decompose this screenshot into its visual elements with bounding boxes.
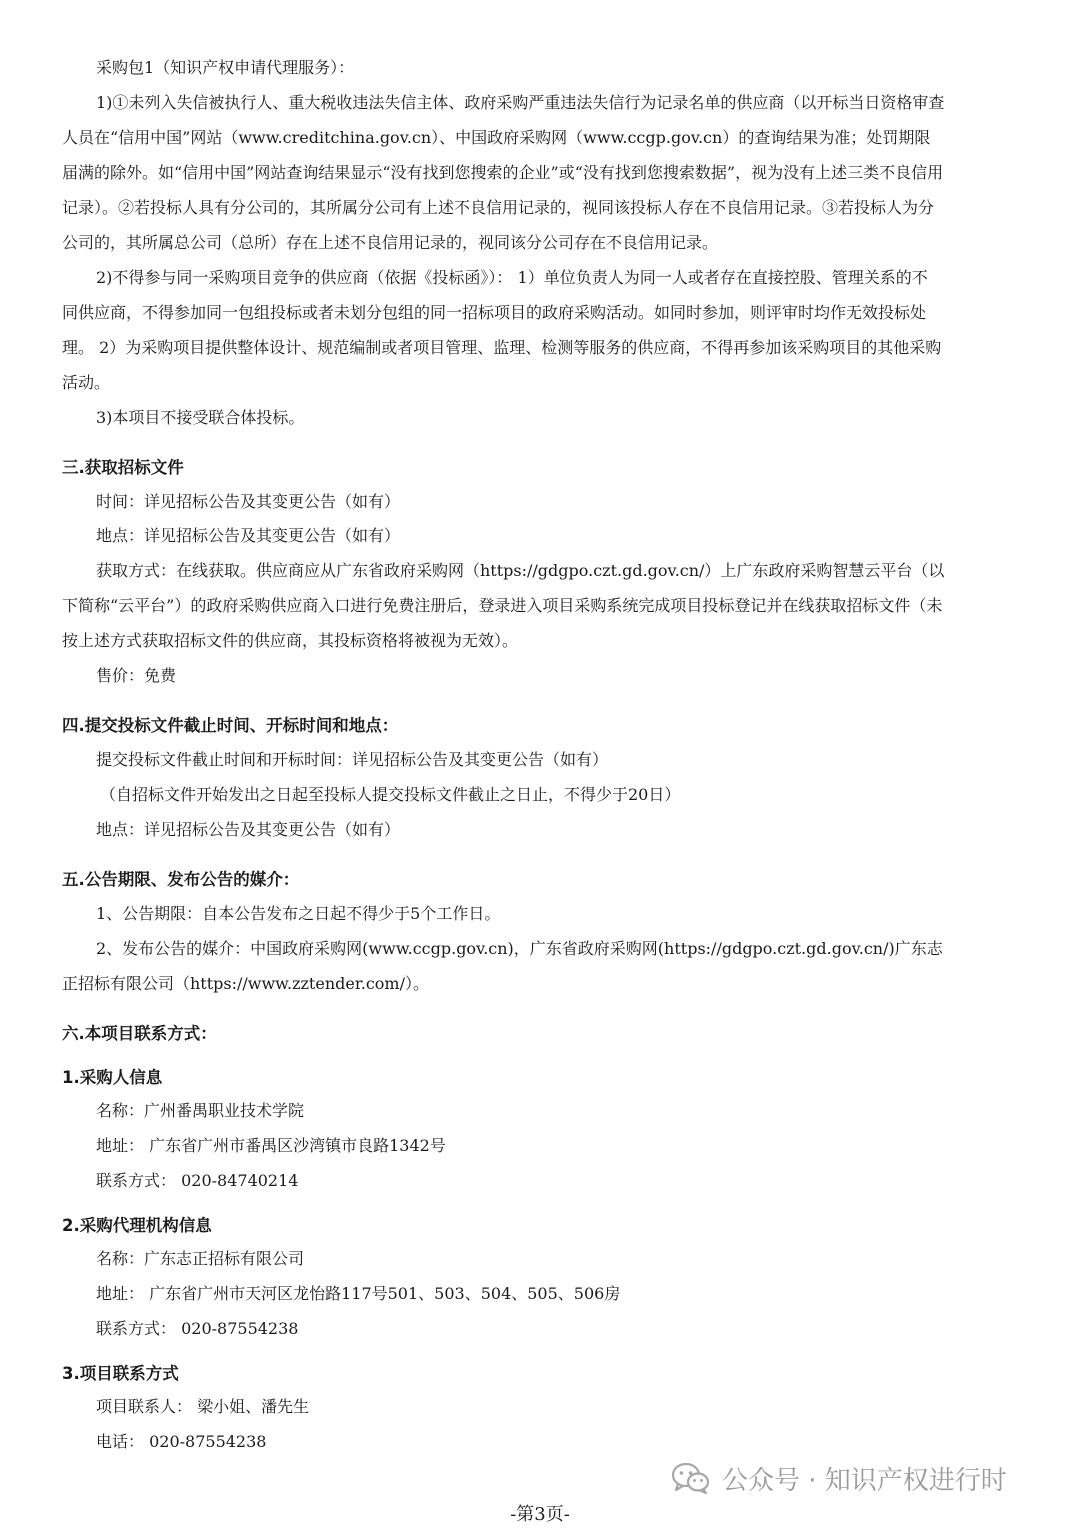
section-3-method-line: 下简称“云平台”）的政府采购供应商入口进行免费注册后，登录进入项目采购系统完成项目投标登记并在线获取招标文件（未	[62, 596, 943, 615]
requirement-1-line: 记录）。②若投标人具有分公司的，其所属分公司有上述不良信用记录的，视同该投标人存在不良信用记录。③若投标人为分	[62, 198, 935, 217]
section-5-item-2-line: 正招标有限公司（https://www.zztender.com/）。	[62, 974, 429, 993]
requirement-1-line: 人员在“信用中国”网站（www.creditchina.gov.cn）、中国政府采购网（www.ccgp.gov.cn）的查询结果为准；处罚期限	[62, 128, 931, 147]
package-title: 采购包1（知识产权申请代理服务）：	[96, 58, 355, 77]
section-3-time: 时间：详见招标公告及其变更公告（如有）	[96, 492, 401, 511]
agency-heading: 2.采购代理机构信息	[62, 1216, 212, 1235]
requirement-1-line: 届满的除外。如“信用中国”网站查询结果显示“没有找到您搜索的企业”或“没有找到您搜索数据”，视为没有上述三类不良信用	[62, 163, 944, 182]
requirement-2-line: 活动。	[62, 373, 111, 392]
agency-name: 名称：广东志正招标有限公司	[96, 1249, 305, 1268]
requirement-2-line: 理。 2）为采购项目提供整体设计、规范编制或者项目管理、监理、检测等服务的供应商，不得再参加该采购项目的其他采购	[62, 338, 942, 357]
requirement-1-line: 公司的，其所属总公司（总所）存在上述不良信用记录的，视同该分公司存在不良信用记录。	[62, 233, 719, 252]
watermark-text: 公众号 · 知识产权进行时	[722, 1465, 1007, 1496]
section-3-method-line: 获取方式：在线获取。供应商应从广东省政府采购网（https://gdgpo.czt.gd.gov.cn/）上广东政府采购智慧云平台（以	[96, 561, 945, 580]
page-number: -第3页-	[510, 1504, 570, 1525]
project-contact-person: 项目联系人： 梁小姐、潘先生	[96, 1397, 310, 1416]
purchaser-address: 地址： 广东省广州市番禺区沙湾镇市良路1342号	[96, 1136, 446, 1155]
section-6-heading: 六.本项目联系方式：	[62, 1024, 217, 1043]
section-4-deadline: 提交投标文件截止时间和开标时间：详见招标公告及其变更公告（如有）	[96, 750, 609, 769]
section-3-method-line: 按上述方式获取招标文件的供应商，其投标资格将被视为无效）。	[62, 631, 519, 650]
section-3-place: 地点：详见招标公告及其变更公告（如有）	[96, 526, 401, 545]
project-contact-heading: 3.项目联系方式	[62, 1364, 179, 1383]
watermark	[672, 1458, 1007, 1498]
agency-address: 地址： 广东省广州市天河区龙怡路117号501、503、504、505、506房	[96, 1284, 621, 1303]
requirement-1-line: 1)①未列入失信被执行人、重大税收违法失信主体、政府采购严重违法失信行为记录名单的供应商（以开标当日资格审查	[96, 93, 945, 112]
section-3-heading: 三.获取招标文件	[62, 458, 184, 477]
purchaser-heading: 1.采购人信息	[62, 1068, 163, 1087]
project-contact-phone: 电话： 020-87554238	[96, 1432, 267, 1451]
requirement-2-line: 2)不得参与同一采购项目竞争的供应商（依据《投标函》）： 1）单位负责人为同一人或者存在直接控股、管理关系的不	[96, 268, 928, 287]
purchaser-contact: 联系方式： 020-84740214	[96, 1171, 299, 1190]
requirement-2-line: 同供应商，不得参加同一包组投标或者未划分包组的同一招标项目的政府采购活动。如同时参加，则评审时均作无效投标处	[62, 303, 927, 322]
section-4-heading: 四.提交投标文件截止时间、开标时间和地点：	[62, 716, 399, 735]
section-3-price: 售价：免费	[96, 666, 177, 685]
requirement-3: 3)本项目不接受联合体投标。	[96, 408, 305, 427]
wechat-icon	[672, 1462, 710, 1494]
section-5-heading: 五.公告期限、发布公告的媒介：	[62, 870, 300, 889]
section-5-item-2-line: 2、发布公告的媒介：中国政府采购网(www.ccgp.gov.cn)，广东省政府采购网(https://gdgpo.czt.gd.gov.cn/)广东志	[96, 939, 943, 958]
section-5-item-1: 1、公告期限：自本公告发布之日起不得少于5个工作日。	[96, 904, 501, 923]
section-4-note: （自招标文件开始发出之日起至投标人提交投标文件截止之日止，不得少于20日）	[100, 785, 681, 804]
agency-contact: 联系方式： 020-87554238	[96, 1319, 299, 1338]
section-4-place: 地点：详见招标公告及其变更公告（如有）	[96, 820, 401, 839]
purchaser-name: 名称：广州番禺职业技术学院	[96, 1101, 305, 1120]
